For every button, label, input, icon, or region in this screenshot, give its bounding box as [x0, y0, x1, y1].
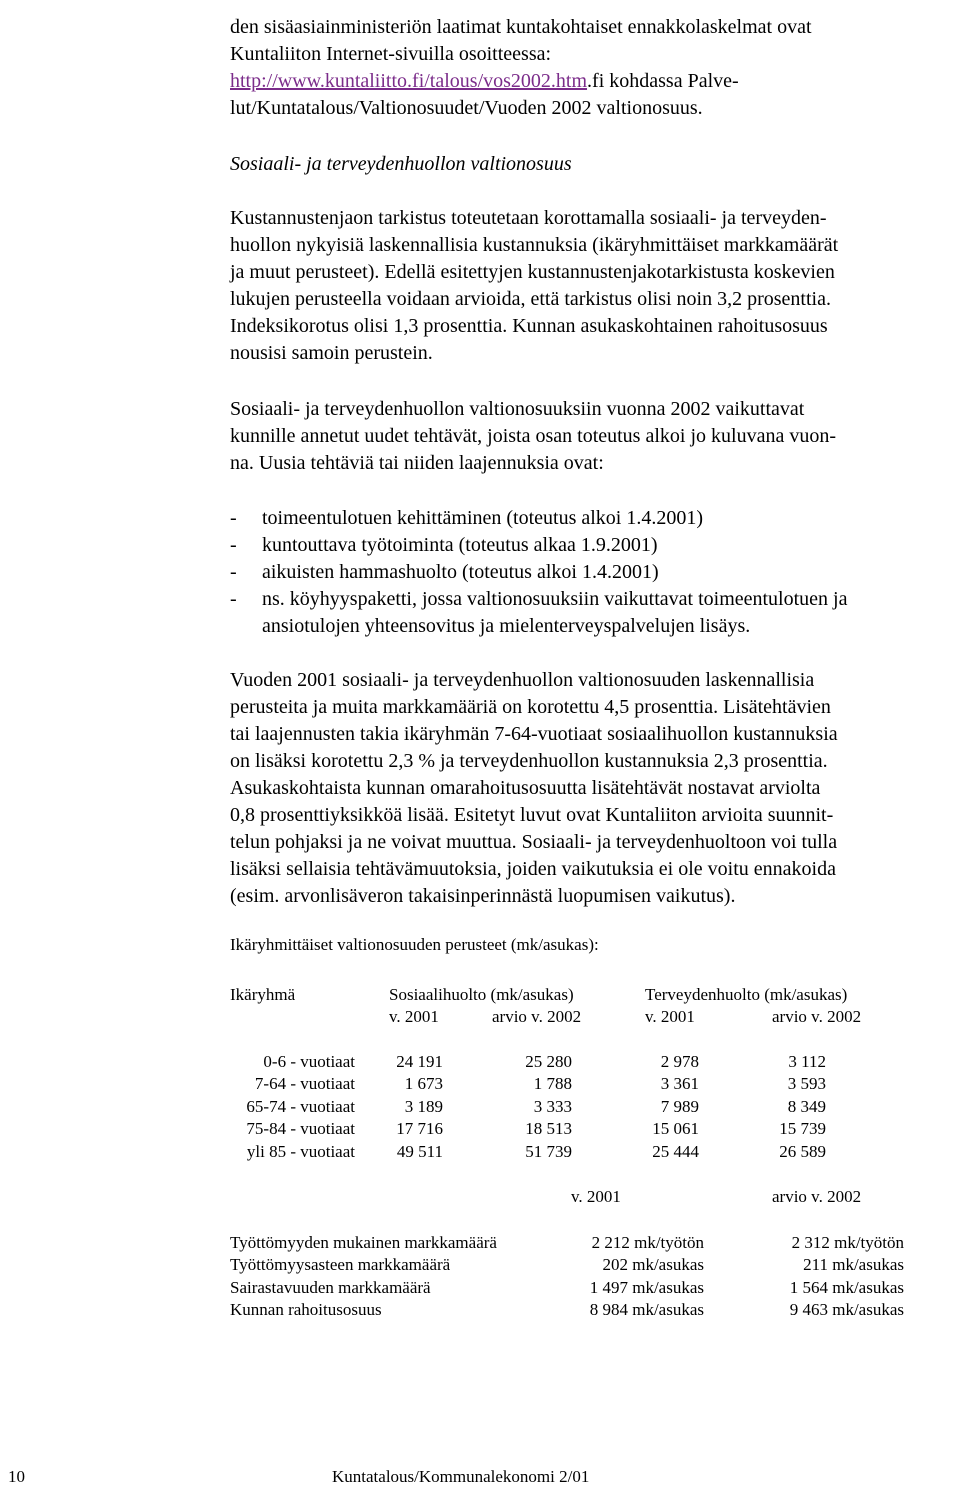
table-cell-social-2002: 25 280: [525, 1052, 572, 1071]
table-cell-social-2001: 17 716: [396, 1119, 443, 1138]
paragraph-line: Vuoden 2001 sosiaali- ja terveydenhuollon valtionosuuden laskennallisia: [230, 669, 815, 691]
amount-row-2002: 1 564 mk/asukas: [789, 1278, 904, 1297]
amount-row-2001: 8 984 mk/asukas: [589, 1300, 704, 1319]
paragraph-line: telun pohjaksi ja ne voivat muuttua. Sosiaali- ja terveydenhuoltoon voi tulla: [230, 831, 838, 853]
list-dash: -: [230, 588, 237, 610]
table-cell-health-2001: 15 061: [652, 1119, 699, 1138]
amount-row-2002: 211 mk/asukas: [803, 1255, 904, 1274]
table-cell-social-2001: 1 673: [404, 1074, 443, 1093]
health-care-header: Terveydenhuolto (mk/asukas): [645, 985, 848, 1004]
social-2002-subheader: arvio v. 2002: [492, 1007, 582, 1026]
page-number: 10: [8, 1467, 25, 1486]
section-heading: Sosiaali- ja terveydenhuollon valtionosuus: [230, 153, 572, 175]
amount-row-label: Kunnan rahoitusosuus: [230, 1300, 382, 1319]
table-cell-health-2002: 15 739: [779, 1119, 826, 1138]
paragraph-line: lisäksi sellaisia tehtävämuutoksia, joiden vaikutuksia ei ole voitu ennakoida: [230, 858, 836, 880]
list-item-text: ansiotulojen yhteensovitus ja mielenterveyspalvelujen lisäys.: [262, 615, 751, 637]
paragraph-line: tai laajennusten takia ikäryhmän 7-64-vuotiaat sosiaalihuollon kustannuksia: [230, 723, 838, 745]
paragraph-line: perusteita ja muita markkamääriä on korotettu 4,5 prosenttia. Lisätehtävien: [230, 696, 831, 718]
table-cell-health-2002: 8 349: [787, 1097, 826, 1116]
paragraph-line: Sosiaali- ja terveydenhuollon valtionosuuksiin vuonna 2002 vaikuttavat: [230, 398, 805, 420]
list-dash: -: [230, 534, 237, 556]
table-cell-health-2002: 3 593: [787, 1074, 826, 1093]
table-cell-age-group: yli 85 - vuotiaat: [246, 1142, 355, 1161]
health-2002-subheader: arvio v. 2002: [772, 1007, 862, 1026]
kuntaliitto-link[interactable]: http://www.kuntaliitto.fi/talous/vos2002.htm: [230, 70, 588, 92]
amount-row-2001: 1 497 mk/asukas: [589, 1278, 704, 1297]
intro-line: den sisäasiainministeriön laatimat kuntakohtaiset ennakkolaskelmat ovat: [230, 16, 812, 38]
amount-row-label: Työttömyyden mukainen markkamäärä: [230, 1233, 497, 1252]
paragraph-line: nousisi samoin perustein.: [230, 342, 433, 364]
paragraph-line: kunnille annetut uudet tehtävät, joista osan toteutus alkoi jo kuluvana vuon-: [230, 425, 836, 447]
amount-row-label: Sairastavuuden markkamäärä: [230, 1278, 431, 1297]
table-cell-social-2001: 49 511: [396, 1142, 443, 1161]
table-cell-age-group: 65-74 - vuotiaat: [246, 1097, 355, 1116]
paragraph-line: Asukaskohtaista kunnan omarahoitusosuutta lisätehtävät nostavat arviolta: [230, 777, 821, 799]
paragraph-line: on lisäksi korotettu 2,3 % ja terveydenhuollon kustannuksia 2,3 prosenttia.: [230, 750, 828, 772]
list-item-text: toimeentulotuen kehittäminen (toteutus alkoi 1.4.2001): [262, 507, 704, 529]
paragraph-line: Kustannustenjaon tarkistus toteutetaan korottamalla sosiaali- ja terveyden-: [230, 207, 827, 229]
amount-2002-header: arvio v. 2002: [772, 1187, 862, 1206]
amount-row-2001: 202 mk/asukas: [602, 1255, 704, 1274]
list-item-text: kuntouttava työtoiminta (toteutus alkaa 1.9.2001): [262, 534, 658, 556]
paragraph-line: 0,8 prosenttiyksikköä lisää. Esitetyt luvut ovat Kuntaliiton arvioita suunnit-: [230, 804, 834, 826]
table-cell-social-2001: 3 189: [404, 1097, 443, 1116]
paragraph-line: na. Uusia tehtäviä tai niiden laajennuksia ovat:: [230, 452, 604, 474]
paragraph-line: huollon nykyisiä laskennallisia kustannuksia (ikäryhmittäiset markkamäärät: [230, 234, 839, 256]
amount-row-2001: 2 212 mk/työtön: [591, 1233, 704, 1252]
amount-row-label: Työttömyysasteen markkamäärä: [230, 1255, 451, 1274]
amount-2001-header: v. 2001: [571, 1187, 621, 1206]
table-cell-health-2001: 2 978: [660, 1052, 699, 1071]
paragraph-line: (esim. arvonlisäveron takaisinperinnästä luopumisen vaikutus).: [230, 885, 736, 907]
publication-name: Kuntatalous/Kommunalekonomi 2/01: [332, 1467, 590, 1486]
table-cell-health-2002: 3 112: [788, 1052, 826, 1071]
table-cell-age-group: 0-6 - vuotiaat: [263, 1052, 355, 1071]
table-cell-social-2002: 1 788: [533, 1074, 572, 1093]
list-dash: -: [230, 561, 237, 583]
intro-line: lut/Kuntatalous/Valtionosuudet/Vuoden 2002 valtionosuus.: [230, 97, 703, 119]
table-cell-health-2001: 25 444: [652, 1142, 699, 1161]
list-dash: -: [230, 507, 237, 529]
intro-line-rest: .fi kohdassa Palve-: [587, 70, 739, 92]
table-cell-social-2002: 51 739: [525, 1142, 572, 1161]
list-item-text: aikuisten hammashuolto (toteutus alkoi 1.4.2001): [262, 561, 659, 583]
paragraph-line: ja muut perusteet). Edellä esitettyjen kustannustenjakotarkistusta koskevien: [230, 261, 835, 283]
table-cell-social-2002: 3 333: [533, 1097, 572, 1116]
table-cell-health-2002: 26 589: [779, 1142, 826, 1161]
list-item-text: ns. köyhyyspaketti, jossa valtionosuuksiin vaikuttavat toimeentulotuen ja: [262, 588, 848, 610]
paragraph-line: Indeksikorotus olisi 1,3 prosenttia. Kunnan asukaskohtainen rahoitusosuus: [230, 315, 828, 337]
amount-row-2002: 2 312 mk/työtön: [791, 1233, 904, 1252]
table-cell-age-group: 75-84 - vuotiaat: [246, 1119, 355, 1138]
table-cell-social-2001: 24 191: [396, 1052, 443, 1071]
paragraph-line: lukujen perusteella voidaan arvioida, että tarkistus olisi noin 3,2 prosenttia.: [230, 288, 831, 310]
social-2001-subheader: v. 2001: [389, 1007, 439, 1026]
table-cell-health-2001: 7 989: [660, 1097, 699, 1116]
table-cell-social-2002: 18 513: [525, 1119, 572, 1138]
table-cell-health-2001: 3 361: [660, 1074, 699, 1093]
age-group-header: Ikäryhmä: [230, 985, 296, 1004]
amount-row-2002: 9 463 mk/asukas: [789, 1300, 904, 1319]
health-2001-subheader: v. 2001: [645, 1007, 695, 1026]
table-title: Ikäryhmittäiset valtionosuuden perusteet (mk/asukas):: [230, 935, 599, 954]
social-care-header: Sosiaalihuolto (mk/asukas): [389, 985, 574, 1004]
table-cell-age-group: 7-64 - vuotiaat: [254, 1074, 355, 1093]
intro-line: Kuntaliiton Internet-sivuilla osoitteessa:: [230, 43, 552, 65]
